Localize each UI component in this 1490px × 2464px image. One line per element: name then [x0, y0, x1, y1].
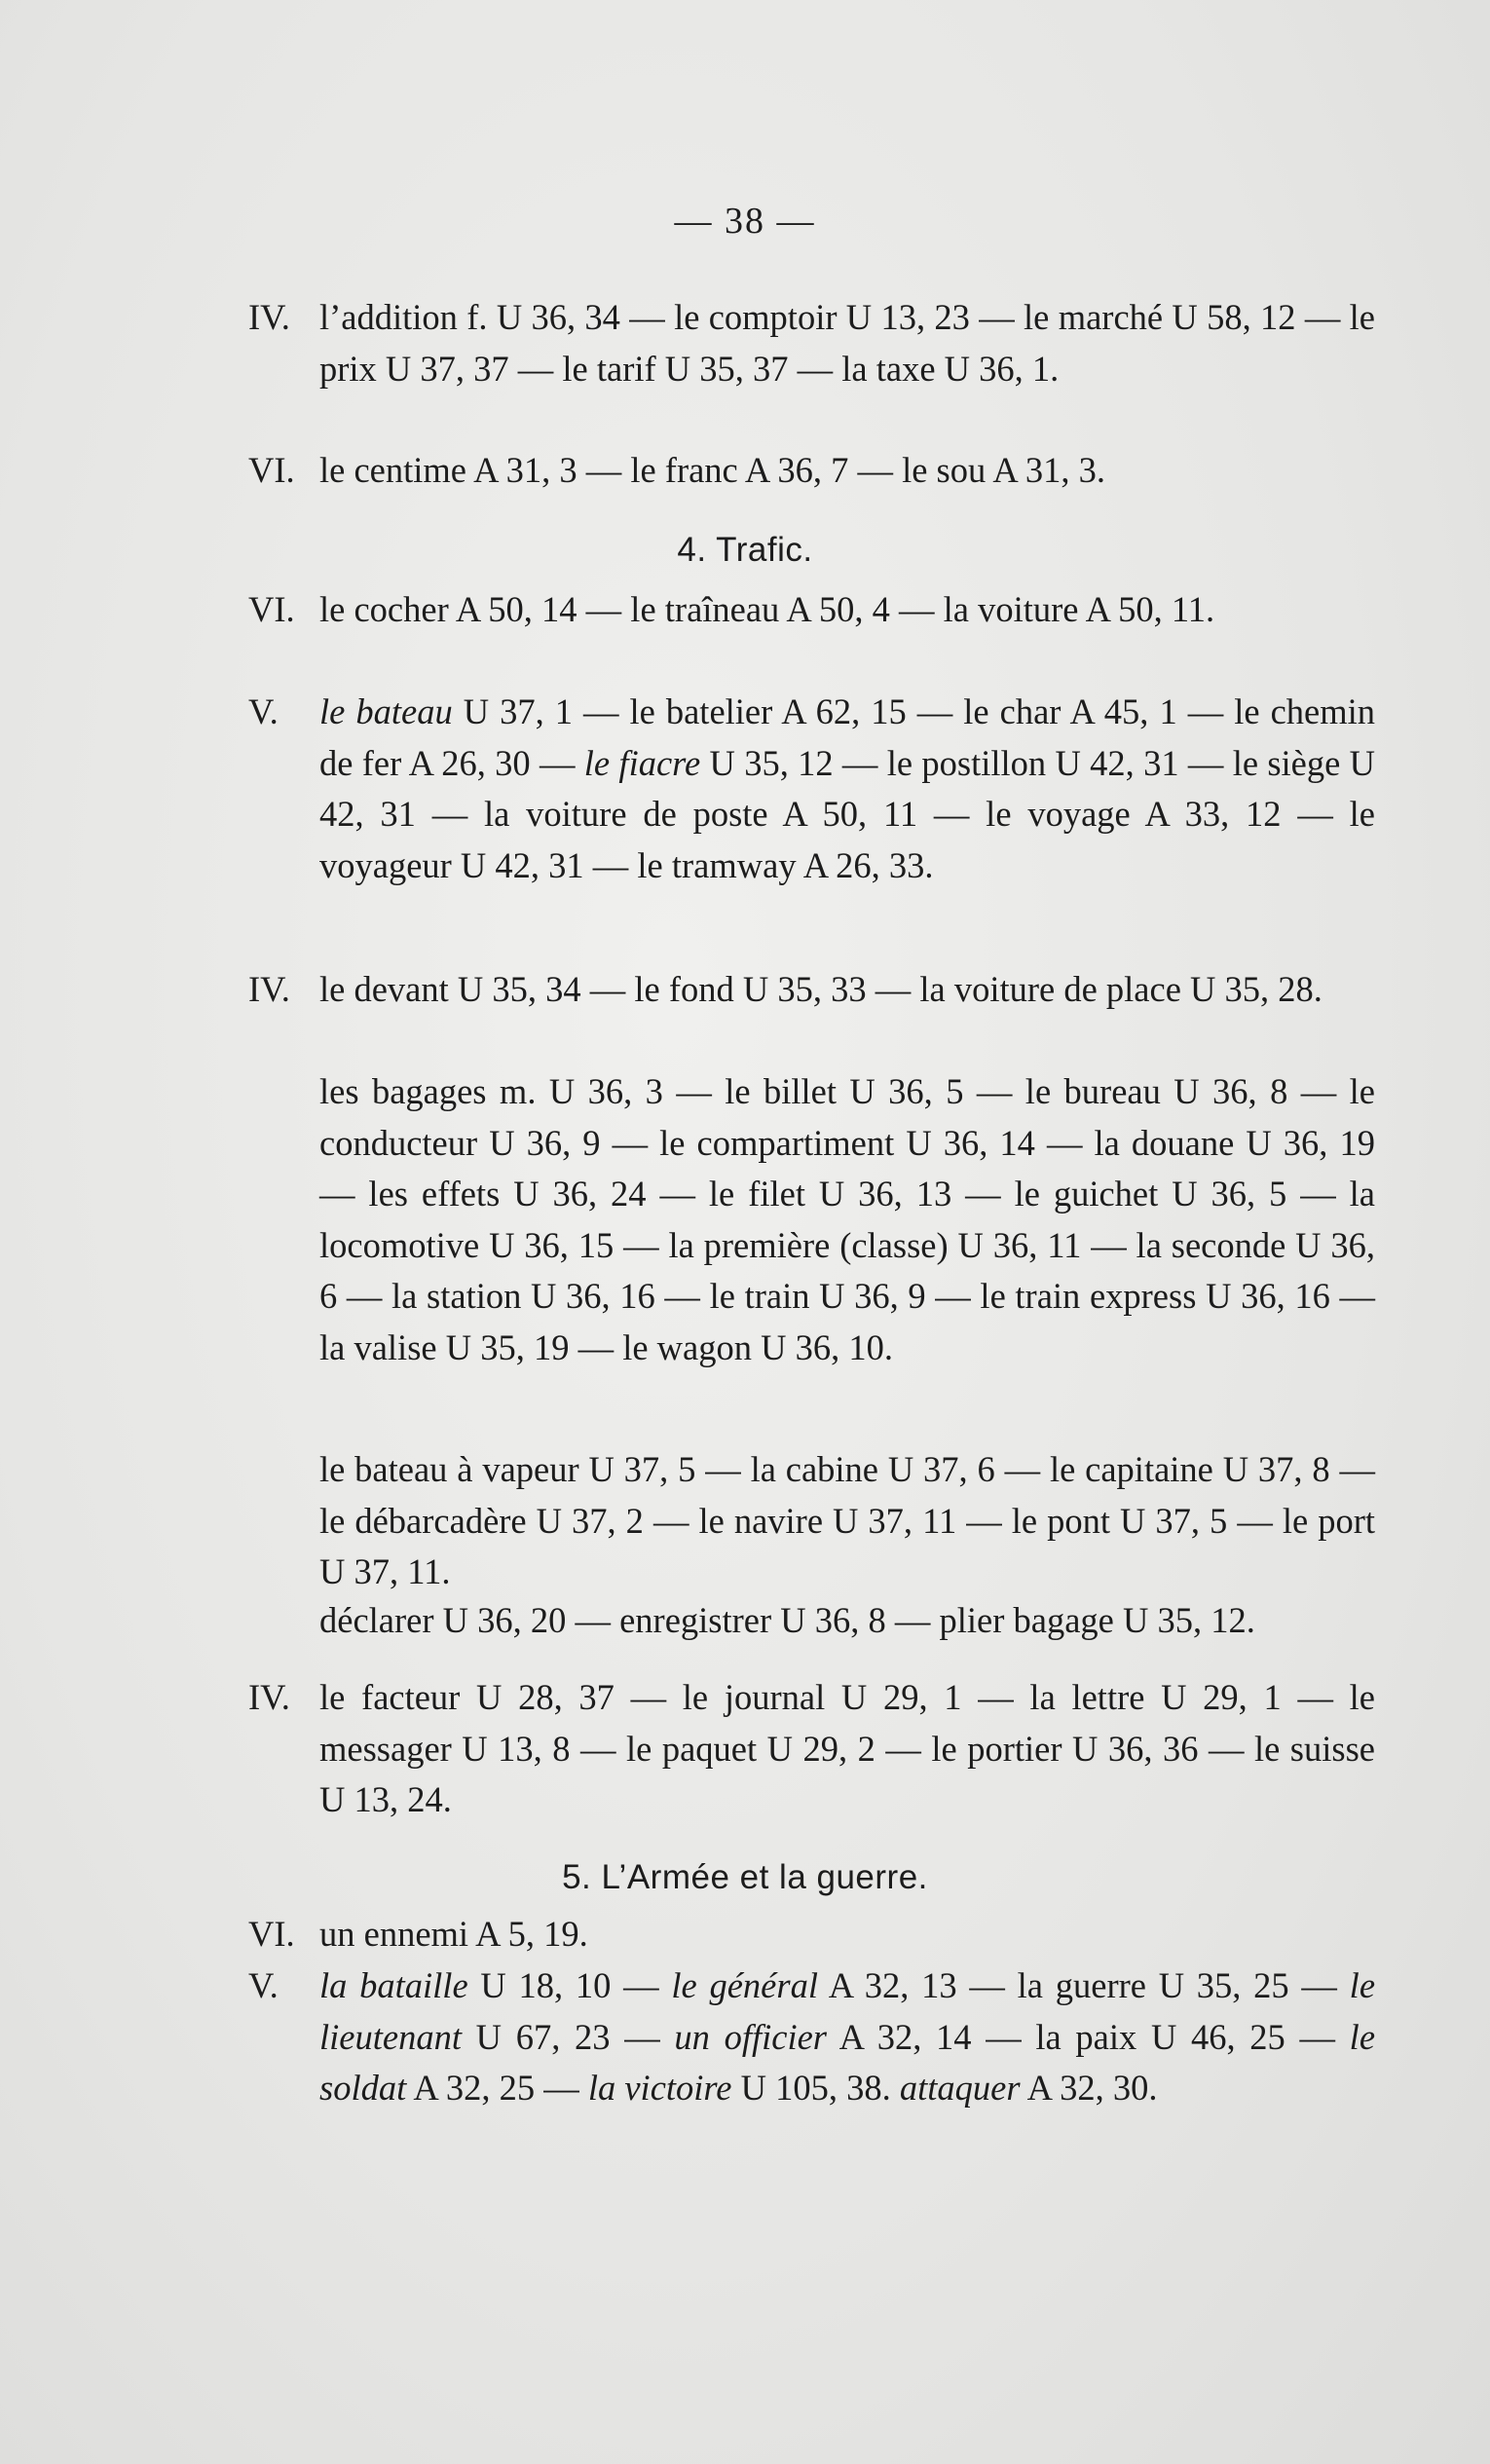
- entry-fragment: A 32, 30.: [1020, 2068, 1158, 2108]
- entry-v-war: [248, 1960, 1375, 2114]
- italic-term: la bataille: [319, 1965, 468, 2005]
- entry-fragment: U 35, 12 — le postillon U 42, 31 — le siège U 42, 31 — la voiture de poste A 50, 11 — le voyage A 33, 12 — le voyageur U 42, 31 — le tramway A 26, 33.: [319, 742, 1376, 885]
- entry-fragment: U 18, 10 —: [467, 1965, 672, 2005]
- entry-fragment: A 32, 13 — la guerre U 35, 25 —: [817, 1965, 1350, 2005]
- entry-vi-enemy: [248, 1909, 1375, 1960]
- section-heading-trafic: 4. Trafic.: [677, 531, 813, 569]
- entry-text: le facteur U 28, 37 — le journal U 29, 1 — la lettre U 29, 1 — le messager U 13, 8 — le paquet U 29, 2 — le portier U 36, 36 — le suisse U 13, 24.: [319, 1677, 1375, 1819]
- entry-steamboat: le bateau à vapeur U 37, 5 — la cabine U 37, 6 — le capitaine U 37, 8 — le débarcadère U 37, 2 — le navire U 37, 11 — le pont U 37, 5 — le port U 37, 11.: [319, 1449, 1375, 1591]
- level-numeral: VI.: [248, 589, 295, 629]
- entry-text: un ennemi A 5, 19.: [319, 1914, 588, 1954]
- entry-iv-carriage: [248, 964, 1375, 1016]
- level-numeral: IV.: [248, 297, 290, 337]
- italic-term: le bateau: [319, 691, 453, 731]
- entry-fragment: A 32, 25 —: [406, 2068, 588, 2108]
- entry-vi-coach: [248, 584, 1375, 636]
- level-numeral: V.: [248, 1965, 279, 2005]
- entry-fragment: A 32, 14 — la paix U 46, 25 —: [827, 2016, 1350, 2057]
- italic-term: le fiacre: [583, 742, 701, 783]
- entry-text: l’addition f. U 36, 34 — le comptoir U 13, 23 — le marché U 58, 12 — le prix U 37, 37 — le tarif U 35, 37 — la taxe U 36, 1.: [319, 297, 1375, 389]
- entry-railway: les bagages m. U 36, 3 — le billet U 36, 5 — le bureau U 36, 8 — le conducteur U 36, 9 — le compartiment U 36, 14 — la douane U 36, 19 — les effets U 36, 24 — le filet U 36, 13 — le guichet U 36, 5 — la locomotive U 36, 15 — la première (classe) U 36, 11 — la seconde U 36, 6 — la station U 36, 16 — le train U 36, 9 — le train express U 36, 16 — la valise U 35, 19 — le wagon U 36, 10.: [319, 1071, 1375, 1367]
- italic-term: attaquer: [899, 2068, 1021, 2108]
- entry-vi-money: [248, 445, 1375, 497]
- italic-term: la victoire: [587, 2068, 732, 2108]
- entry-text: le cocher A 50, 14 — le traîneau A 50, 4 — la voiture A 50, 11.: [319, 589, 1215, 629]
- level-numeral: IV.: [248, 1677, 290, 1717]
- level-numeral: VI.: [248, 450, 295, 490]
- entry-text: le devant U 35, 34 — le fond U 35, 33 — la voiture de place U 35, 28.: [319, 969, 1322, 1009]
- italic-term: le soldat: [319, 2016, 1376, 2108]
- italic-term: un officier: [674, 2016, 827, 2057]
- italic-term: le lieutenant: [319, 1965, 1376, 2057]
- entry-text: le centime A 31, 3 — le franc A 36, 7 — le sou A 31, 3.: [319, 450, 1105, 490]
- level-numeral: IV.: [248, 969, 290, 1009]
- entry-text: [319, 1960, 1375, 2114]
- entry-fragment: U 37, 1 — le batelier A 62, 15 — le char A 45, 1 — le chemin de fer A 26, 30 —: [319, 691, 1375, 783]
- entry-text: [319, 687, 1375, 891]
- entry-v-transport: [248, 687, 1375, 891]
- level-numeral: V.: [248, 691, 279, 731]
- section-heading-armee: 5. L’Armée et la guerre.: [562, 1858, 928, 1896]
- page-number: — 38 —: [674, 201, 816, 242]
- entry-fragment: U 67, 23 —: [461, 2016, 675, 2057]
- entry-iv-commerce: [248, 292, 1375, 394]
- italic-term: le général: [671, 1965, 818, 2005]
- entry-verbs: déclarer U 36, 20 — enregistrer U 36, 8 — plier bagage U 35, 12.: [319, 1600, 1255, 1640]
- entry-fragment: U 105, 38.: [731, 2068, 900, 2108]
- level-numeral: VI.: [248, 1914, 295, 1954]
- entry-iv-post: [248, 1672, 1375, 1826]
